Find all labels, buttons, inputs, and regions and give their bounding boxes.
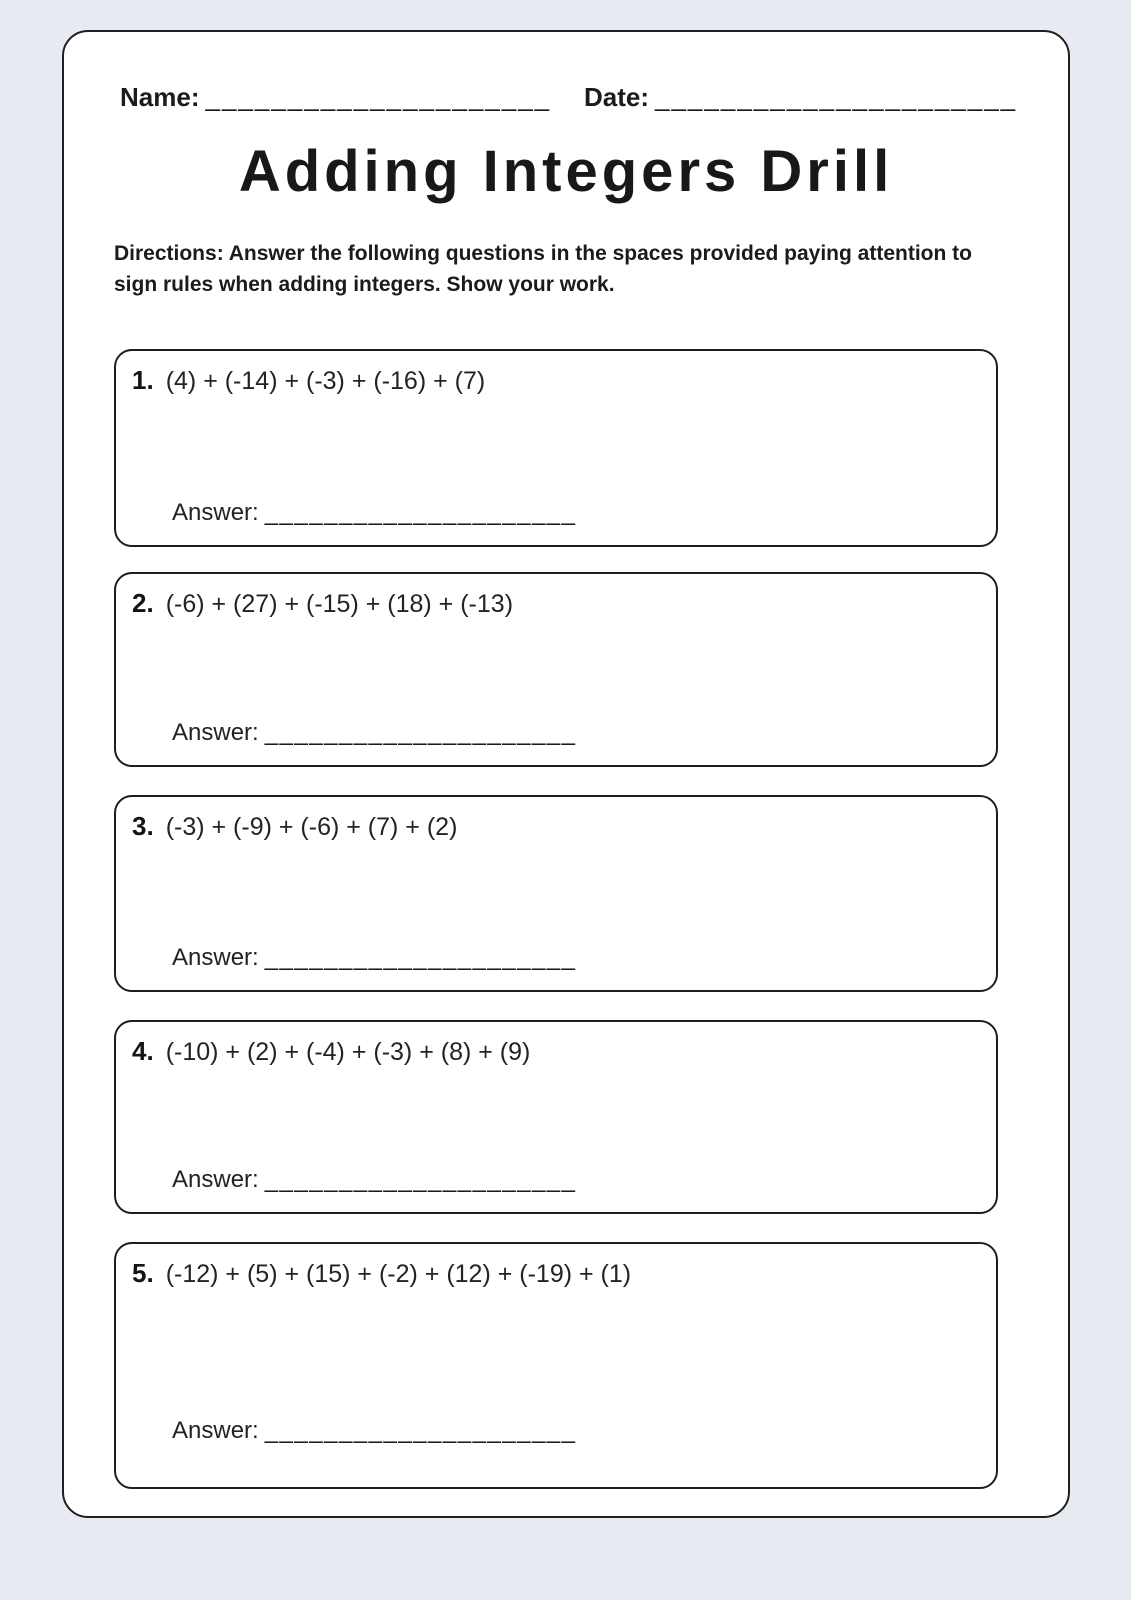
date-blank[interactable]: ______________________ (655, 82, 1018, 112)
question-expression: (-12) + (5) + (15) + (-2) + (12) + (-19) + (1) (165, 1260, 632, 1288)
answer-row (172, 719, 577, 747)
answer-row (172, 1417, 577, 1445)
question-box-5 (114, 1242, 998, 1489)
question-box-1 (114, 349, 998, 547)
question-number: 1. (132, 365, 154, 395)
worksheet-card (62, 30, 1070, 1518)
name-date-row (120, 82, 1020, 122)
answer-label: Answer: (172, 1166, 259, 1193)
question-box-4 (114, 1020, 998, 1214)
answer-blank[interactable]: _____________________ (264, 499, 577, 526)
question-number: 4. (132, 1036, 154, 1066)
answer-row (172, 499, 577, 527)
answer-label: Answer: (172, 499, 259, 526)
question-expression: (4) + (-14) + (-3) + (-16) + (7) (165, 367, 486, 395)
name-blank[interactable]: _____________________ (205, 82, 552, 112)
name-label: Name: (120, 82, 200, 112)
question-expression: (-10) + (2) + (-4) + (-3) + (8) + (9) (165, 1038, 531, 1066)
answer-blank[interactable]: _____________________ (264, 944, 577, 971)
answer-row (172, 1166, 577, 1194)
question-line (116, 574, 996, 619)
directions-text: Directions: Answer the following questions in the spaces provided paying attention to sign rules when adding integers. Show your work. (114, 242, 972, 297)
answer-label: Answer: (172, 719, 259, 746)
question-expression: (-6) + (27) + (-15) + (18) + (-13) (165, 590, 514, 618)
question-line (116, 1244, 996, 1289)
page-title: Adding Integers Drill (238, 139, 894, 204)
question-number: 5. (132, 1258, 154, 1288)
question-box-3 (114, 795, 998, 992)
question-expression: (-3) + (-9) + (-6) + (7) + (2) (165, 813, 458, 841)
answer-blank[interactable]: _____________________ (264, 719, 577, 746)
question-line (116, 1022, 996, 1067)
question-line (116, 351, 996, 396)
answer-row (172, 944, 577, 972)
answer-blank[interactable]: _____________________ (264, 1166, 577, 1193)
date-field (584, 82, 1017, 113)
answer-blank[interactable]: _____________________ (264, 1417, 577, 1444)
question-box-2 (114, 572, 998, 767)
question-number: 3. (132, 811, 154, 841)
answer-label: Answer: (172, 944, 259, 971)
answer-label: Answer: (172, 1417, 259, 1444)
name-field (120, 82, 551, 113)
question-line (116, 797, 996, 842)
question-number: 2. (132, 588, 154, 618)
date-label: Date: (584, 82, 650, 112)
